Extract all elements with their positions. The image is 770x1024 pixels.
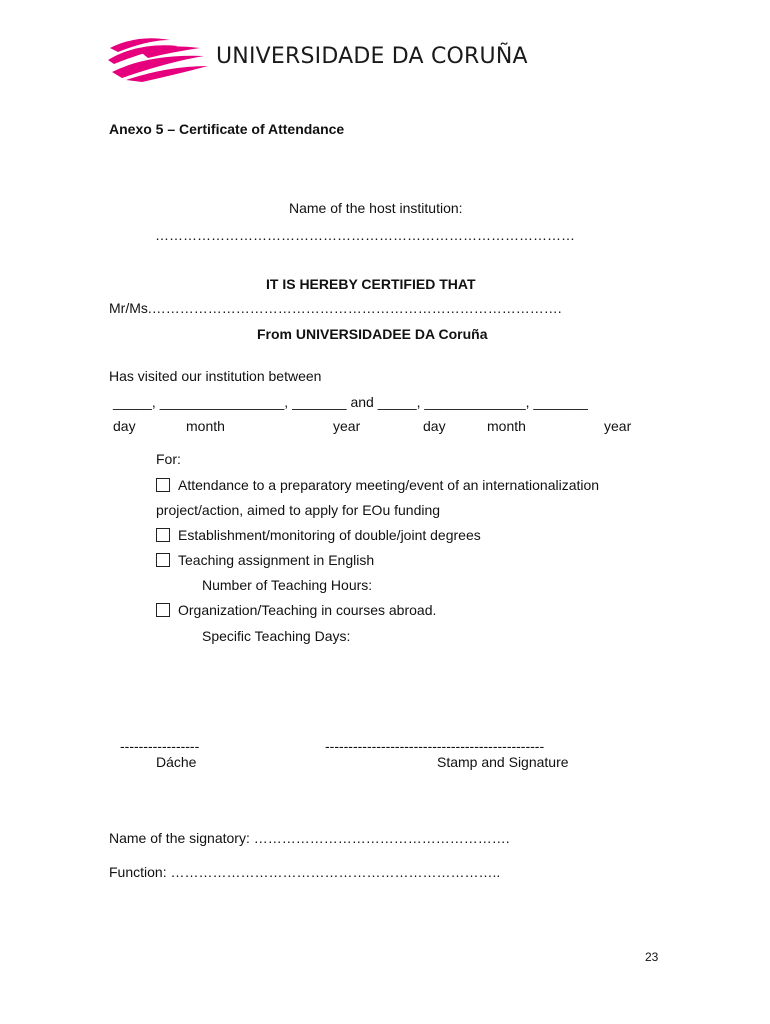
checkbox-teaching-english[interactable] bbox=[156, 553, 170, 567]
university-name: UNIVERSIDADE DA CORUÑA bbox=[216, 44, 528, 69]
annex-title: Anexo 5 – Certificate of Attendance bbox=[109, 121, 345, 137]
checkbox-preparatory-meeting[interactable] bbox=[156, 478, 170, 492]
date-label-day-1: day bbox=[113, 418, 136, 434]
from-university-line: From UNIVERSIDADEE DA Coruña bbox=[257, 326, 488, 342]
teaching-hours-label: Number of Teaching Hours: bbox=[202, 577, 373, 593]
teaching-days-label: Specific Teaching Days: bbox=[202, 628, 351, 644]
host-institution-field[interactable]: ……………………………………………………………………………… bbox=[155, 227, 575, 243]
stamp-signature-label: Stamp and Signature bbox=[437, 754, 569, 770]
page-number: 23 bbox=[645, 950, 659, 964]
date-range-fields[interactable]: _____, ________________, _______ and _____, _____________, _______ bbox=[113, 394, 588, 410]
signatory-name-field[interactable]: Name of the signatory: ………………………………………………. bbox=[109, 830, 510, 846]
university-logo-mark bbox=[108, 36, 208, 82]
option-courses-abroad-label: Organization/Teaching in courses abroad. bbox=[178, 602, 437, 618]
mrms-field[interactable]: Mr/Ms.……………………………………………………………………………. bbox=[109, 300, 562, 316]
certified-heading: IT IS HEREBY CERTIFIED THAT bbox=[266, 276, 476, 292]
university-logo bbox=[108, 36, 208, 85]
date-label-month-2: month bbox=[487, 418, 526, 434]
option-preparatory-meeting-label: Attendance to a preparatory meeting/event of an internationalization bbox=[178, 477, 600, 493]
date-signature-line[interactable]: ----------------- bbox=[120, 738, 200, 754]
date-label-year-1: year bbox=[333, 418, 361, 434]
function-field[interactable]: Function: …………………………………………………………….. bbox=[109, 864, 501, 880]
date-label-year-2: year bbox=[604, 418, 632, 434]
option-preparatory-meeting-continuation: project/action, aimed to apply for EOu funding bbox=[156, 502, 441, 518]
host-institution-label: Name of the host institution: bbox=[289, 200, 463, 216]
date-label-month-1: month bbox=[186, 418, 225, 434]
for-label: For: bbox=[156, 451, 181, 467]
stamp-signature-line[interactable]: ----------------------------------------------- bbox=[325, 738, 545, 754]
option-teaching-english-label: Teaching assignment in English bbox=[178, 552, 375, 568]
visited-line: Has visited our institution between bbox=[109, 368, 322, 384]
checkbox-double-degrees[interactable] bbox=[156, 528, 170, 542]
checkbox-courses-abroad[interactable] bbox=[156, 603, 170, 617]
option-double-degrees-label: Establishment/monitoring of double/joint degrees bbox=[178, 527, 481, 543]
date-label-day-2: day bbox=[423, 418, 446, 434]
date-signature-label: Dáche bbox=[156, 754, 197, 770]
